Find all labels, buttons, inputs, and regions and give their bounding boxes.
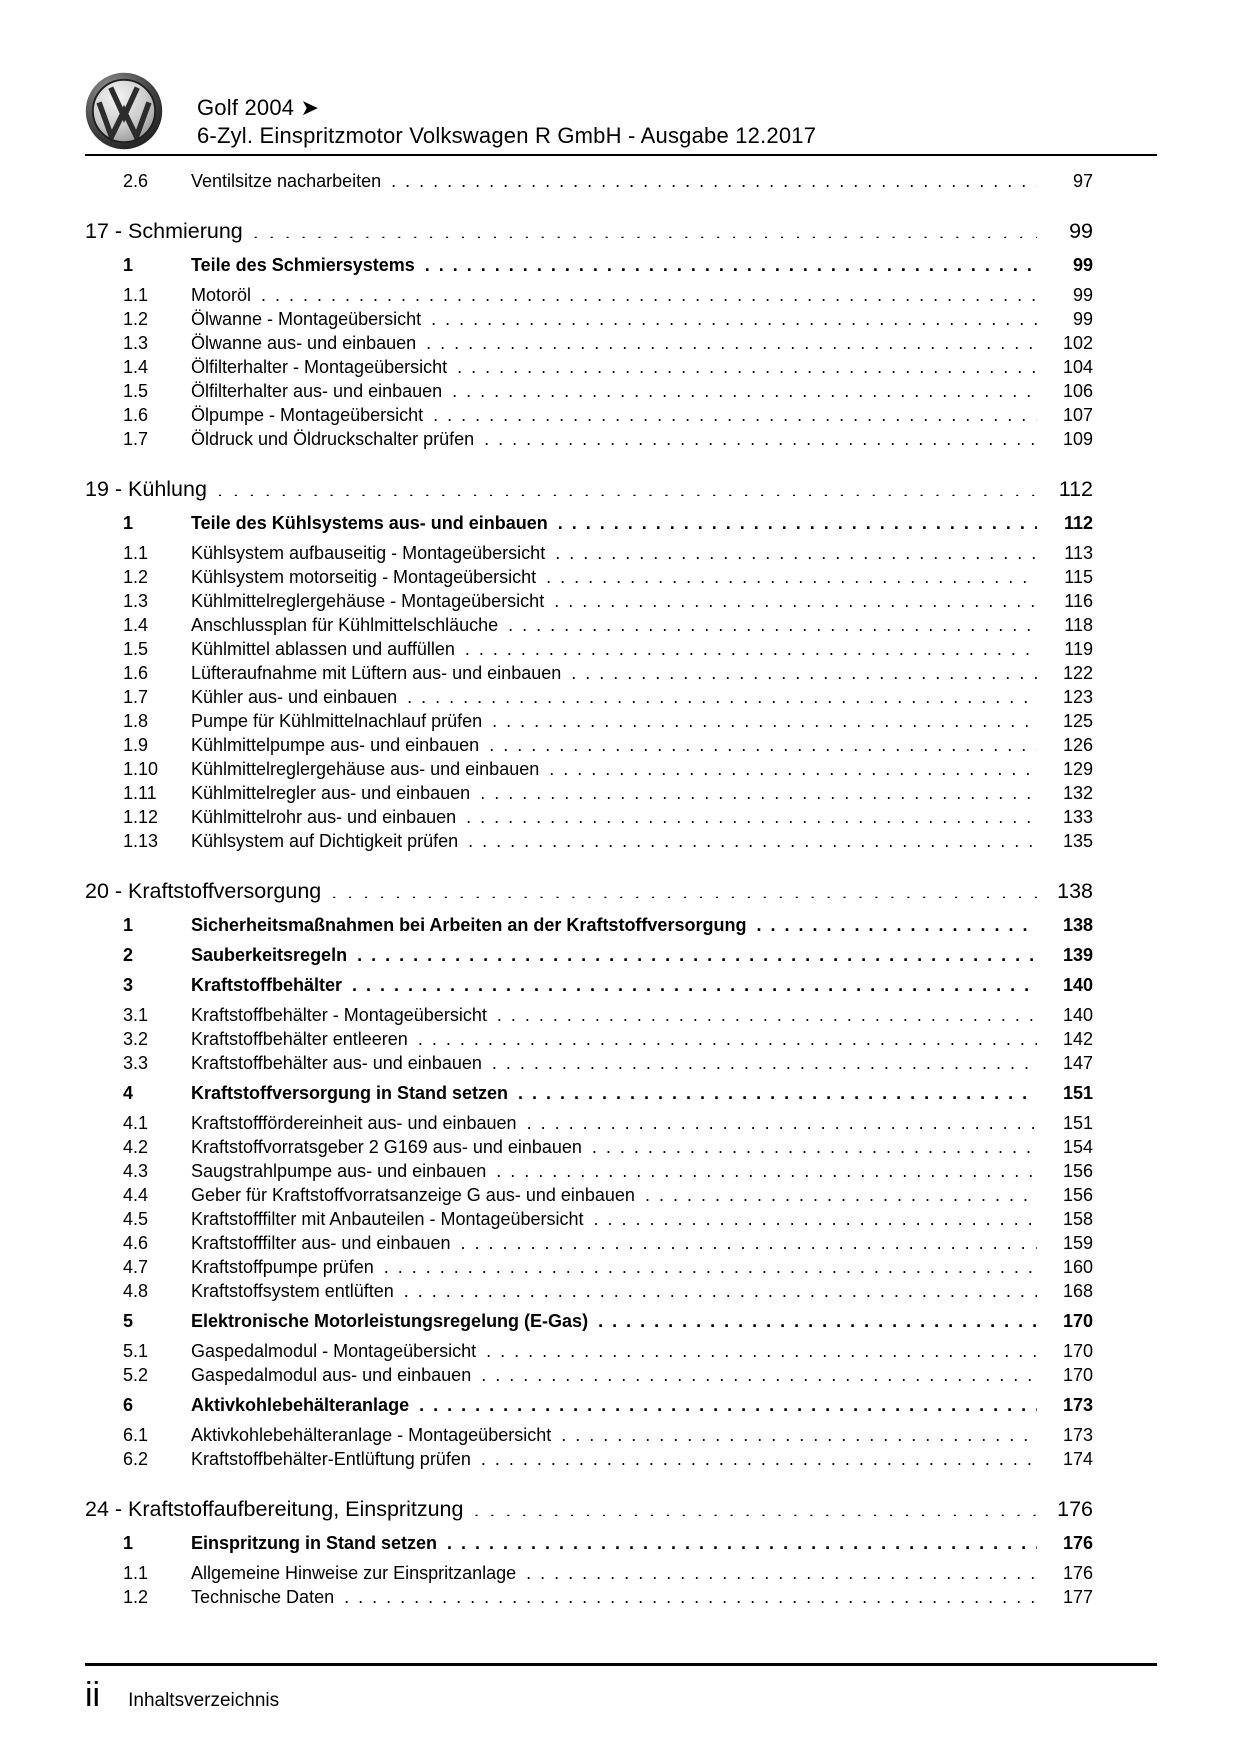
toc-entry <box>85 943 1093 967</box>
toc-entry-page: 158 <box>1062 1209 1093 1229</box>
toc-entry-number: 1.2 <box>123 1587 149 1607</box>
vw-logo <box>85 72 163 150</box>
toc-entry-page: 170 <box>1062 1365 1093 1385</box>
toc-entry-title: Kühlsystem motorseitig - Montageübersicht <box>191 567 537 587</box>
header-model: Golf 2004 ➤ <box>197 95 320 120</box>
toc-entry-page: 106 <box>1062 381 1093 401</box>
toc-entry-page: 125 <box>1062 711 1093 731</box>
toc-entry-page: 151 <box>1062 1083 1093 1103</box>
toc-entry-number: 1 <box>123 513 134 533</box>
toc-entry-page: 133 <box>1062 807 1093 827</box>
dot-leader <box>261 283 1037 301</box>
toc-entry-number: 5.1 <box>123 1341 149 1361</box>
toc-entry <box>85 973 1093 997</box>
dot-leader <box>480 781 1037 799</box>
toc-entry-number: 1.5 <box>123 639 149 659</box>
toc-entry-number: 1.1 <box>123 1563 149 1583</box>
dot-leader <box>645 1183 1037 1201</box>
dot-leader <box>554 589 1037 607</box>
toc-entry-title: Kühlmittelreglergehäuse aus- und einbauen <box>191 759 540 779</box>
toc-entry-page: 112 <box>1063 513 1093 533</box>
toc-entry <box>85 1279 1093 1303</box>
dot-leader <box>457 355 1037 373</box>
toc-entry-number: 6.2 <box>123 1449 149 1469</box>
header-subtitle: 6-Zyl. Einspritzmotor Volkswagen R GmbH - Ausgabe 12.2017 <box>197 123 817 148</box>
toc-entry-title: Kühlmittel ablassen und auffüllen <box>191 639 455 659</box>
toc-entry <box>85 565 1093 589</box>
toc-entry-number: 1 <box>123 255 134 275</box>
toc-entry-title: Ölwanne aus- und einbauen <box>191 333 417 353</box>
toc-entry-page: 173 <box>1062 1395 1093 1415</box>
toc-entry-title: Lüfteraufnahme mit Lüftern aus- und einbauen <box>191 663 562 683</box>
toc-entry-number: 1.11 <box>123 783 157 803</box>
toc-entry-title: Kraftstoffbehälter entleeren <box>191 1029 408 1049</box>
toc-entry-number: 2.6 <box>123 171 149 191</box>
toc-entry-page: 139 <box>1062 945 1093 965</box>
toc-entry-number: 1.3 <box>123 333 149 353</box>
dot-leader <box>481 1363 1037 1381</box>
toc-entry-page: 109 <box>1062 429 1093 449</box>
toc-entry-page: 99 <box>1072 285 1093 305</box>
toc-entry <box>85 637 1093 661</box>
toc-entry-page: 138 <box>1062 915 1093 935</box>
toc-entry <box>85 283 1093 307</box>
toc-entry-title: Geber für Kraftstoffvorratsanzeige G aus- und einbauen <box>191 1185 635 1205</box>
toc-entry-title: Kraftstoffversorgung in Stand setzen <box>191 1083 509 1103</box>
toc-entry <box>85 1051 1093 1075</box>
toc-chapter-heading <box>85 474 1093 504</box>
toc-entry-number: 5.2 <box>123 1365 149 1385</box>
dot-leader <box>756 913 1037 931</box>
toc-entry <box>85 757 1093 781</box>
toc-chapter-label: 24 - Kraftstoffaufbereitung, Einspritzung <box>85 1497 464 1521</box>
dot-leader <box>391 169 1037 187</box>
toc-entry-number: 1.4 <box>123 615 149 635</box>
toc-chapter-label: 17 - Schmierung <box>85 219 243 243</box>
toc-entry <box>85 733 1093 757</box>
toc-section <box>85 216 1093 451</box>
toc-entry-title: Gaspedalmodul aus- und einbauen <box>191 1365 472 1385</box>
dot-leader <box>558 511 1037 529</box>
toc-entry-page: 159 <box>1062 1233 1093 1253</box>
toc-entry <box>85 1363 1093 1387</box>
dot-leader <box>518 1081 1037 1099</box>
toc-chapter-page: 99 <box>1069 219 1093 243</box>
toc-entry-page: 140 <box>1062 1005 1093 1025</box>
toc-chapter-page: 176 <box>1057 1497 1093 1521</box>
toc-entry-number: 1.4 <box>123 357 149 377</box>
toc-entry-number: 4.7 <box>123 1257 149 1277</box>
toc-entry-page: 147 <box>1062 1053 1093 1073</box>
toc-entry-number: 1.5 <box>123 381 149 401</box>
toc-entry-title: Aktivkohlebehälteranlage - Montageübersicht <box>191 1425 552 1445</box>
toc-entry-title: Öldruck und Öldruckschalter prüfen <box>191 429 475 449</box>
toc-entry-page: 97 <box>1072 171 1093 191</box>
toc-entry <box>85 379 1093 403</box>
dot-leader <box>465 637 1037 655</box>
toc-entry-number: 6.1 <box>123 1425 149 1445</box>
toc-entry-number: 3 <box>123 975 134 995</box>
dot-leader <box>331 877 1037 899</box>
toc-entry-number: 3.1 <box>123 1005 149 1025</box>
dot-leader <box>461 1231 1037 1249</box>
toc-entry <box>85 913 1093 937</box>
dot-leader <box>594 1207 1037 1225</box>
toc-chapter-heading <box>85 216 1093 246</box>
dot-leader <box>433 403 1037 421</box>
toc-chapter-heading <box>85 1494 1093 1524</box>
toc-entry-page: 113 <box>1064 543 1093 563</box>
toc-entry-number: 4.4 <box>123 1185 149 1205</box>
toc-entry-title: Ventilsitze nacharbeiten <box>191 171 382 191</box>
dot-leader <box>546 565 1037 583</box>
toc-entry-title: Kraftstofffilter mit Anbauteilen - Montageübersicht <box>191 1209 584 1229</box>
toc-entry-page: 154 <box>1062 1137 1093 1157</box>
dot-leader <box>527 1111 1037 1129</box>
toc-entry-number: 1.3 <box>123 591 149 611</box>
toc-entry-number: 2 <box>123 945 134 965</box>
dot-leader <box>466 805 1037 823</box>
toc-section <box>85 169 1093 193</box>
dot-leader <box>486 1339 1037 1357</box>
dot-leader <box>492 709 1037 727</box>
toc-entry <box>85 427 1093 451</box>
toc-entry-title: Kraftstofffördereinheit aus- und einbauen <box>191 1113 517 1133</box>
toc-entry-number: 1.6 <box>123 663 149 683</box>
toc-entry <box>85 805 1093 829</box>
dot-leader <box>344 1585 1037 1603</box>
toc-entry <box>85 1183 1093 1207</box>
toc-entry-page: 99 <box>1072 309 1093 329</box>
dot-leader <box>253 217 1037 239</box>
dot-leader <box>508 613 1037 631</box>
toc-entry-page: 102 <box>1062 333 1093 353</box>
dot-leader <box>484 427 1037 445</box>
toc-chapter-label: 19 - Kühlung <box>85 477 207 501</box>
page-footer <box>0 1663 1240 1754</box>
toc-entry <box>85 1207 1093 1231</box>
toc-chapter-page: 138 <box>1057 879 1093 903</box>
dot-leader <box>418 1027 1037 1045</box>
toc-entry-page: 115 <box>1064 567 1093 587</box>
toc-entry-page: 122 <box>1062 663 1093 683</box>
toc-entry <box>85 307 1093 331</box>
toc-entry <box>85 253 1093 277</box>
dot-leader <box>384 1255 1037 1273</box>
dot-leader <box>481 1447 1037 1465</box>
dot-leader <box>419 1393 1037 1411</box>
toc-entry-number: 3.2 <box>123 1029 149 1049</box>
toc-entry-number: 1.2 <box>123 309 149 329</box>
toc <box>0 156 1240 1663</box>
toc-entry-page: 177 <box>1062 1587 1093 1607</box>
toc-entry-title: Kraftstoffbehälter aus- und einbauen <box>191 1053 482 1073</box>
toc-entry <box>85 355 1093 379</box>
toc-entry-title: Einspritzung in Stand setzen <box>191 1533 438 1553</box>
toc-entry-number: 4.5 <box>123 1209 149 1229</box>
toc-entry <box>85 1393 1093 1417</box>
dot-leader <box>473 1495 1037 1517</box>
dot-leader <box>352 973 1037 991</box>
toc-entry-page: 99 <box>1072 255 1093 275</box>
toc-entry-number: 1.1 <box>123 543 149 563</box>
toc-entry-number: 1.6 <box>123 405 149 425</box>
dot-leader <box>407 685 1037 703</box>
toc-entry-page: 129 <box>1062 759 1093 779</box>
toc-entry-title: Pumpe für Kühlmittelnachlauf prüfen <box>191 711 483 731</box>
toc-entry-number: 4.8 <box>123 1281 149 1301</box>
toc-entry-number: 1.8 <box>123 711 149 731</box>
toc-entry <box>85 1447 1093 1471</box>
toc-entry <box>85 169 1093 193</box>
toc-entry-page: 156 <box>1062 1185 1093 1205</box>
toc-entry-title: Ölfilterhalter aus- und einbauen <box>191 381 443 401</box>
toc-entry <box>85 1339 1093 1363</box>
toc-entry-title: Kraftstoffpumpe prüfen <box>191 1257 374 1277</box>
toc-entry-title: Allgemeine Hinweise zur Einspritzanlage <box>191 1563 517 1583</box>
toc-entry-page: 123 <box>1062 687 1093 707</box>
toc-entry <box>85 1255 1093 1279</box>
dot-leader <box>592 1135 1037 1153</box>
toc-entry-number: 4.6 <box>123 1233 149 1253</box>
toc-entry-title: Kraftstoffbehälter - Montageübersicht <box>191 1005 487 1025</box>
toc-entry-title: Kraftstoffvorratsgeber 2 G169 aus- und einbauen <box>191 1137 582 1157</box>
toc-entry-title: Kühler aus- und einbauen <box>191 687 398 707</box>
toc-entry <box>85 1309 1093 1333</box>
toc-entry <box>85 1231 1093 1255</box>
toc-entry-page: 168 <box>1062 1281 1093 1301</box>
toc-entry-number: 1.2 <box>123 567 149 587</box>
toc-entry-page: 160 <box>1062 1257 1093 1277</box>
dot-leader <box>496 1159 1037 1177</box>
toc-entry-title: Kühlmittelregler aus- und einbauen <box>191 783 471 803</box>
toc-entry-title: Sicherheitsmaßnahmen bei Arbeiten an der Kraftstoffversorgung <box>191 915 747 935</box>
toc-entry-page: 176 <box>1062 1563 1093 1583</box>
toc-entry-number: 1.1 <box>123 285 149 305</box>
dot-leader <box>468 829 1037 847</box>
toc-entry <box>85 1159 1093 1183</box>
toc-entry-title: Ölwanne - Montageübersicht <box>191 309 422 329</box>
toc-entry-number: 4.3 <box>123 1161 149 1181</box>
toc-entry-title: Sauberkeitsregeln <box>191 945 348 965</box>
toc-chapter-heading <box>85 876 1093 906</box>
toc-entry-page: 132 <box>1062 783 1093 803</box>
toc-entry-title: Teile des Kühlsystems aus- und einbauen <box>191 513 548 533</box>
toc-entry <box>85 511 1093 535</box>
toc-entry <box>85 709 1093 733</box>
toc-entry-page: 104 <box>1062 357 1093 377</box>
toc-entry-title: Ölpumpe - Montageübersicht <box>191 405 424 425</box>
toc-entry <box>85 613 1093 637</box>
dot-leader <box>489 733 1037 751</box>
toc-entry <box>85 661 1093 685</box>
toc-section <box>85 1494 1093 1609</box>
toc-entry-title: Motoröl <box>191 285 252 305</box>
toc-entry-number: 4 <box>123 1083 134 1103</box>
toc-entry-number: 1.7 <box>123 429 149 449</box>
toc-entry <box>85 1135 1093 1159</box>
dot-leader <box>404 1279 1037 1297</box>
footer-page-number: ii <box>85 1676 101 1714</box>
dot-leader <box>426 331 1037 349</box>
dot-leader <box>497 1003 1037 1021</box>
toc-chapter-label: 20 - Kraftstoffversorgung <box>85 879 322 903</box>
dot-leader <box>492 1051 1037 1069</box>
toc-entry-number: 5 <box>123 1311 134 1331</box>
dot-leader <box>452 379 1037 397</box>
toc-entry <box>85 589 1093 613</box>
page-header <box>0 0 1240 156</box>
toc-entry <box>85 403 1093 427</box>
toc-section <box>85 474 1093 853</box>
toc-entry-number: 4.2 <box>123 1137 149 1157</box>
toc-entry <box>85 1003 1093 1027</box>
toc-entry-page: 140 <box>1062 975 1093 995</box>
toc-entry-title: Kraftstoffbehälter-Entlüftung prüfen <box>191 1449 471 1469</box>
toc-entry-number: 1.7 <box>123 687 149 707</box>
dot-leader <box>598 1309 1037 1327</box>
toc-entry <box>85 1561 1093 1585</box>
toc-entry-number: 4.1 <box>123 1113 149 1133</box>
toc-entry-number: 6 <box>123 1395 134 1415</box>
toc-entry-page: 174 <box>1062 1449 1093 1469</box>
toc-entry <box>85 1585 1093 1609</box>
toc-entry-title: Gaspedalmodul - Montageübersicht <box>191 1341 477 1361</box>
toc-entry-title: Kühlmittelpumpe aus- und einbauen <box>191 735 480 755</box>
toc-entry-page: 126 <box>1062 735 1093 755</box>
dot-leader <box>555 541 1037 559</box>
toc-entry-title: Teile des Schmiersystems <box>191 255 415 275</box>
dot-leader <box>217 475 1037 497</box>
toc-entry-page: 176 <box>1062 1533 1093 1553</box>
toc-chapter-page: 112 <box>1058 477 1093 501</box>
toc-entry <box>85 1531 1093 1555</box>
toc-entry-title: Ölfilterhalter - Montageübersicht <box>191 357 448 377</box>
toc-entry-number: 1.12 <box>123 807 159 827</box>
dot-leader <box>561 1423 1037 1441</box>
toc-entry <box>85 1027 1093 1051</box>
toc-entry <box>85 1111 1093 1135</box>
dot-leader <box>425 253 1037 271</box>
toc-entry-page: 107 <box>1062 405 1093 425</box>
toc-entry-title: Kühlmittelrohr aus- und einbauen <box>191 807 457 827</box>
dot-leader <box>571 661 1037 679</box>
toc-entry-page: 156 <box>1062 1161 1093 1181</box>
dot-leader <box>357 943 1037 961</box>
toc-entry-title: Saugstrahlpumpe aus- und einbauen <box>191 1161 487 1181</box>
toc-entry <box>85 685 1093 709</box>
toc-entry <box>85 781 1093 805</box>
dot-leader <box>447 1531 1037 1549</box>
dot-leader <box>431 307 1037 325</box>
toc-entry-page: 151 <box>1062 1113 1093 1133</box>
toc-entry-page: 135 <box>1062 831 1093 851</box>
footer-label: Inhaltsverzeichnis <box>128 1690 280 1711</box>
toc-entry-page: 173 <box>1062 1425 1093 1445</box>
toc-entry-title: Kraftstoffsystem entlüften <box>191 1281 394 1301</box>
toc-entry-page: 116 <box>1064 591 1093 611</box>
toc-entry <box>85 1423 1093 1447</box>
toc-entry-page: 170 <box>1062 1341 1093 1361</box>
toc-entry-page: 118 <box>1064 615 1093 635</box>
dot-leader <box>549 757 1037 775</box>
toc-entry-page: 170 <box>1062 1311 1093 1331</box>
toc-entry-title: Kühlsystem aufbauseitig - Montageübersicht <box>191 543 546 563</box>
toc-entry-number: 1.13 <box>123 831 159 851</box>
dot-leader <box>526 1561 1037 1579</box>
toc-entry-title: Kühlmittelreglergehäuse - Montageübersicht <box>191 591 545 611</box>
toc-entry-page: 142 <box>1062 1029 1093 1049</box>
toc-entry-title: Kraftstofffilter aus- und einbauen <box>191 1233 451 1253</box>
toc-entry-number: 3.3 <box>123 1053 149 1073</box>
toc-entry-title: Elektronische Motorleistungsregelung (E-Gas) <box>191 1311 589 1331</box>
toc-entry <box>85 331 1093 355</box>
toc-entry-title: Kühlsystem auf Dichtigkeit prüfen <box>191 831 459 851</box>
toc-entry-page: 119 <box>1064 639 1093 659</box>
toc-entry <box>85 1081 1093 1105</box>
toc-entry-title: Kraftstoffbehälter <box>191 975 343 995</box>
toc-section <box>85 876 1093 1471</box>
toc-entry-title: Technische Daten <box>191 1587 335 1607</box>
toc-entry-title: Aktivkohlebehälteranlage <box>191 1395 410 1415</box>
toc-entry-number: 1.9 <box>123 735 149 755</box>
toc-entry-number: 1 <box>123 915 134 935</box>
toc-entry-number: 1.10 <box>123 759 159 779</box>
toc-entry-title: Anschlussplan für Kühlmittelschläuche <box>191 615 499 635</box>
toc-entry <box>85 541 1093 565</box>
toc-entry-number: 1 <box>123 1533 134 1553</box>
toc-entry <box>85 829 1093 853</box>
